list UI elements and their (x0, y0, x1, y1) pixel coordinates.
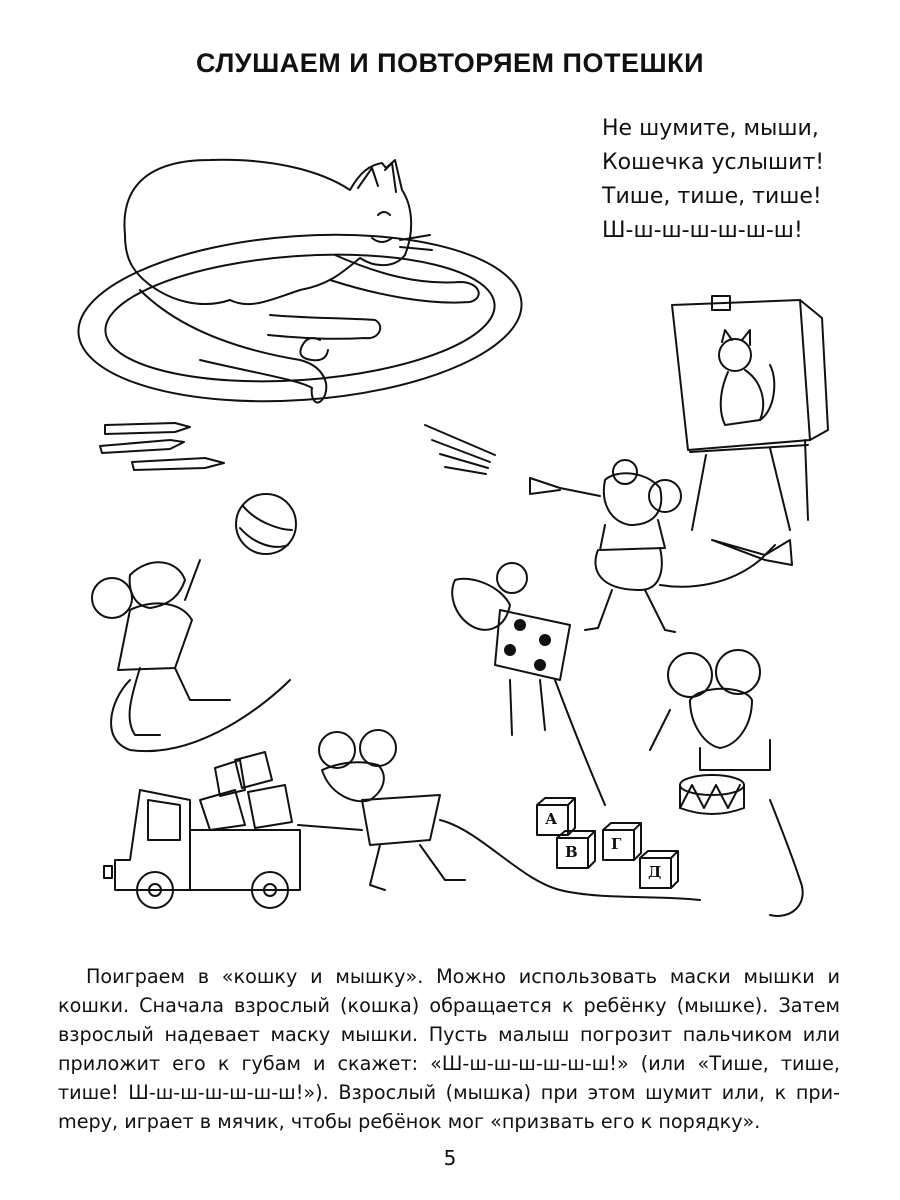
mouse-drum-drawing (650, 650, 803, 916)
poem-line: Тише, тише, тише! (602, 184, 822, 209)
toy-truck-drawing (104, 752, 300, 908)
letter-block-d: Д (648, 863, 662, 881)
poem-line: Не шумите, мыши, (602, 116, 819, 141)
page-number: 5 (443, 1146, 457, 1170)
mouse-trumpet-drawing (530, 460, 792, 632)
page-title: СЛУШАЕМ И ПОВТОРЯЕМ ПОТЕШКИ (196, 48, 704, 78)
mouse-ball-drawing (92, 560, 290, 751)
ball-drawing (236, 494, 296, 554)
letter-block-a: А (545, 810, 558, 828)
easel-drawing (672, 296, 828, 530)
poem-line: Кошечка услышит! (602, 150, 825, 175)
poem-line: Ш-ш-ш-ш-ш-ш-ш! (602, 218, 803, 243)
cat-on-rug-drawing (73, 160, 527, 416)
mouse-polka-drawing (452, 563, 605, 805)
pencils-drawing (100, 423, 224, 470)
instructions-paragraph: Поиграем в «кошку и мышку». Можно использовать маски мышки и кошки. Сначала взрослый (кошка) обращается к ребёнку (мышке). Затем взрослый надевает маску мышки. Пусть малыш погрозит пальчиком или приложит его к губам и скажет: «Ш-ш-ш-ш-ш-ш-ш!» (или «Тише, тише, тише! Ш-ш-ш-ш-ш-ш-ш!»). Взрослый (мышка) при этом шумит или, к приmеру, играет в мячик, чтобы ребёнок мог «призвать его к порядку». (58, 965, 840, 1133)
letter-block-v: В (565, 843, 578, 861)
letter-block-g: Г (611, 835, 622, 853)
motion-lines-drawing (425, 425, 495, 474)
